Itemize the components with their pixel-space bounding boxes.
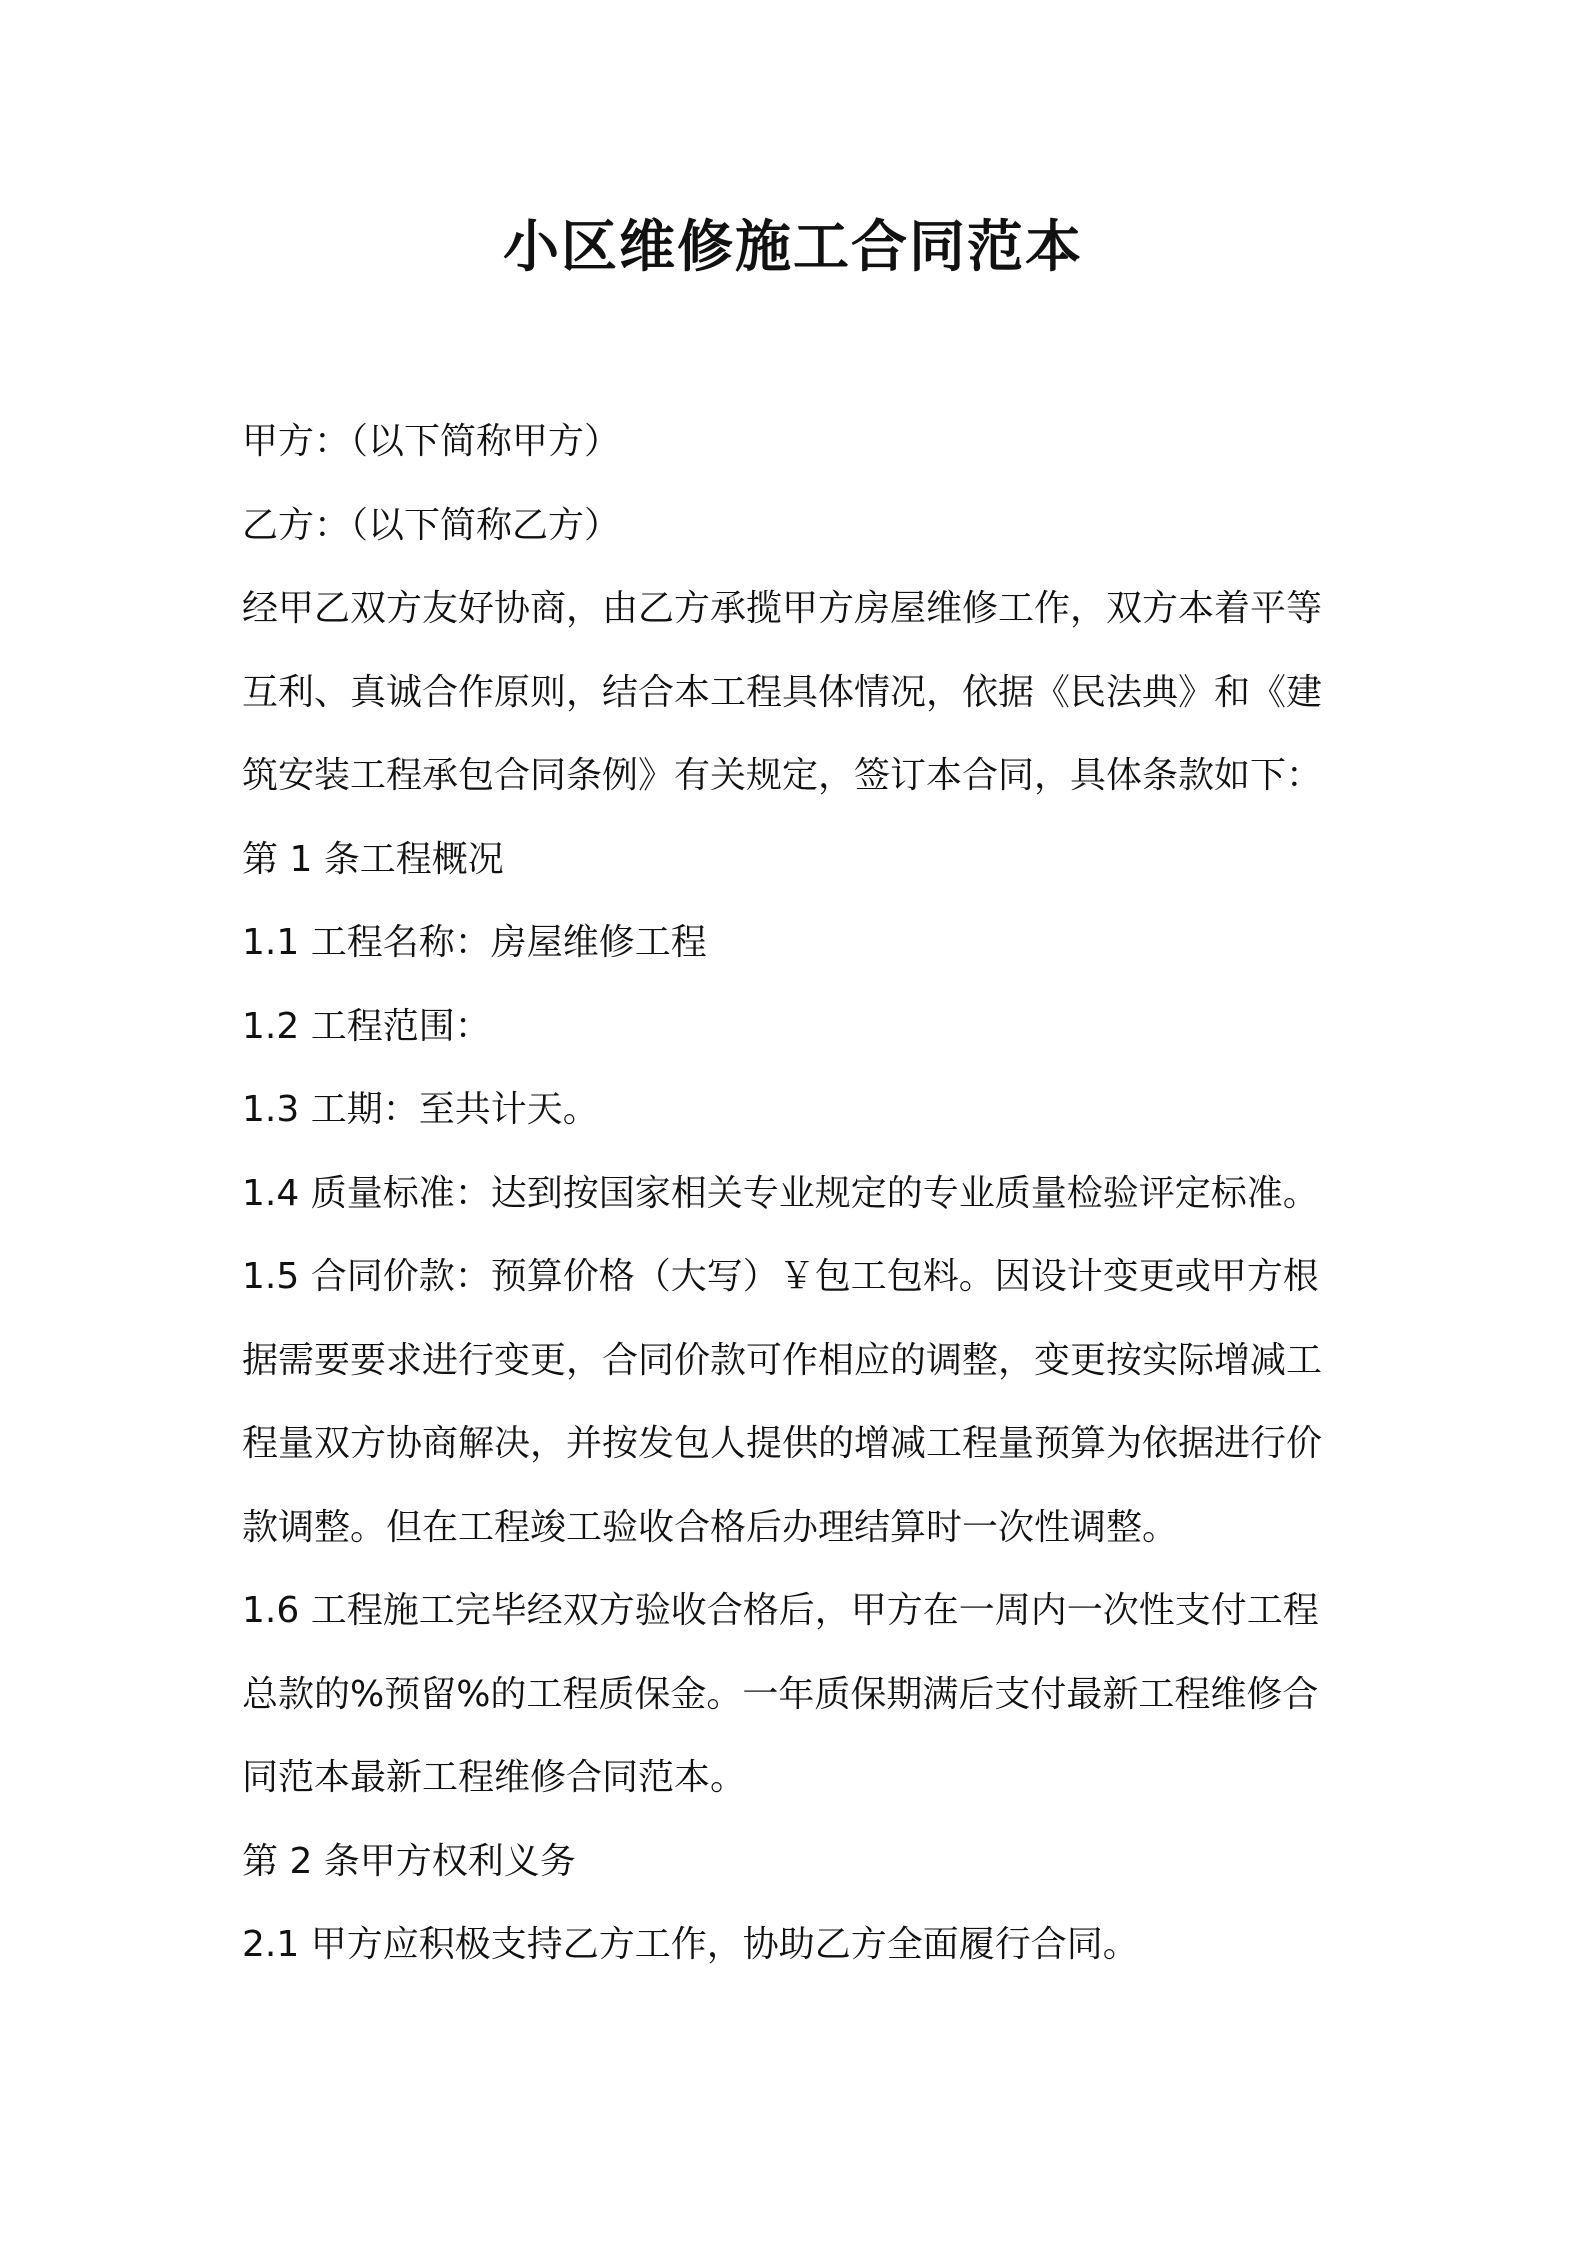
- article-1-heading: 第 1 条工程概况: [242, 838, 504, 880]
- party-b-line: 乙方：（以下简称乙方）: [242, 504, 621, 546]
- clause-1-5-line-3: 程量双方协商解决，并按发包人提供的增减工程量预算为依据进行价: [242, 1423, 1323, 1464]
- clause-1-2: 1.2 工程范围：: [242, 1005, 491, 1047]
- clause-1-3: 1.3 工期：至共计天。: [242, 1089, 599, 1130]
- preamble-line-1: 经甲乙双方友好协商，由乙方承揽甲方房屋维修工作，双方本着平等: [242, 588, 1323, 629]
- clause-1-4: 1.4 质量标准：达到按国家相关专业规定的专业质量检验评定标准。: [242, 1172, 1319, 1214]
- article-2-heading: 第 2 条甲方权利义务: [242, 1840, 576, 1882]
- document-body: [242, 400, 1362, 1987]
- clause-1-6-line-2: 总款的%预留%的工程质保金。一年质保期满后支付最新工程维修合: [242, 1673, 1319, 1715]
- clause-1-1: 1.1 工程名称：房屋维修工程: [242, 922, 707, 963]
- clause-1-5-line-2: 据需要要求进行变更，合同价款可作相应的调整，变更按实际增减工: [242, 1339, 1323, 1381]
- clause-2-1: 2.1 甲方应积极支持乙方工作，协助乙方全面履行合同。: [242, 1924, 1139, 1965]
- preamble-line-2: 互利、真诚合作原则，结合本工程具体情况，依据《民法典》和《建: [242, 671, 1323, 713]
- clause-1-5-line-1: 1.5 合同价款：预算价格（大写）￥包工包料。因设计变更或甲方根: [242, 1256, 1319, 1297]
- preamble-line-3: 筑安装工程承包合同条例》有关规定，签订本合同，具体条款如下：: [242, 755, 1323, 796]
- clause-1-6-line-1: 1.6 工程施工完毕经双方验收合格后，甲方在一周内一次性支付工程: [242, 1590, 1319, 1631]
- party-a-line: 甲方：（以下简称甲方）: [242, 421, 621, 462]
- clause-1-6-line-3: 同范本最新工程维修合同范本。: [242, 1757, 747, 1798]
- clause-1-5-line-4: 款调整。但在工程竣工验收合格后办理结算时一次性调整。: [242, 1506, 1179, 1548]
- document-title: 小区维修施工合同范本: [503, 215, 1083, 280]
